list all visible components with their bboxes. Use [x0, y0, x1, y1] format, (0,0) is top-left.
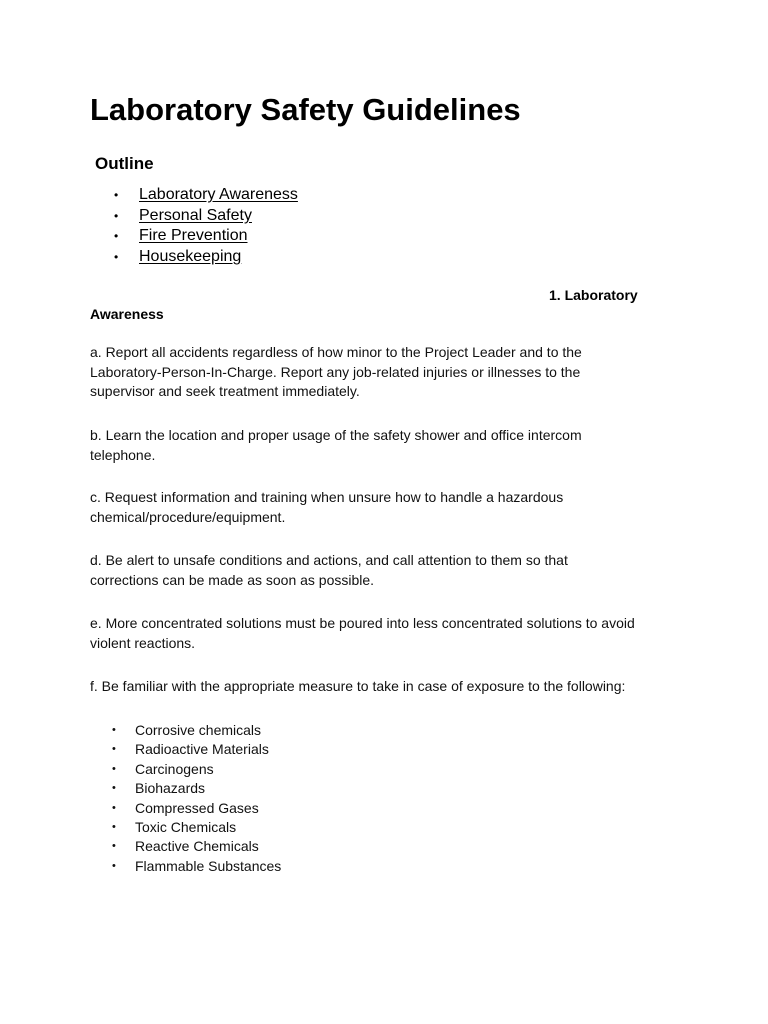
paragraph-line: violent reactions.: [90, 634, 196, 651]
paragraph-line: corrections can be made as soon as possible.: [90, 571, 375, 588]
list-item-label: Radioactive Materials: [135, 741, 269, 758]
bullet-icon: •: [112, 743, 116, 756]
section-heading-number: 1. Laboratory: [549, 287, 638, 303]
paragraph-line: b. Learn the location and proper usage of the safety shower and office intercom: [90, 427, 582, 443]
list-item: [90, 837, 281, 856]
list-item-label: Reactive Chemicals: [135, 838, 259, 855]
bullet-icon: •: [114, 229, 119, 244]
bullet-icon: •: [112, 782, 116, 795]
bullet-icon: •: [112, 801, 116, 814]
list-item: [90, 721, 281, 740]
paragraph-line: e. More concentrated solutions must be poured into less concentrated solutions to avoid: [90, 615, 635, 631]
outline-link-laboratory-awareness[interactable]: Laboratory Awareness: [139, 186, 298, 203]
paragraph-d: [90, 551, 690, 590]
bullet-icon: •: [112, 820, 116, 833]
bullet-icon: •: [112, 762, 116, 775]
paragraph-line: chemical/procedure/equipment.: [90, 508, 286, 525]
paragraph-f: [90, 677, 690, 697]
list-item-label: Flammable Substances: [135, 857, 282, 874]
exposure-list: [90, 721, 281, 876]
outline-item: [90, 206, 298, 227]
bullet-icon: •: [112, 724, 116, 736]
list-item: [90, 818, 281, 837]
paragraph-line: c. Request information and training when unsure how to handle a hazardous: [90, 489, 564, 505]
paragraph-line: a. Report all accidents regardless of how minor to the Project Leader and to the: [90, 344, 582, 360]
outline-item: [90, 226, 298, 247]
paragraph-c: [90, 488, 690, 527]
bullet-icon: •: [114, 250, 119, 265]
page-title: Laboratory Safety Guidelines: [90, 92, 521, 127]
list-item: [90, 740, 281, 759]
bullet-icon: •: [114, 188, 119, 202]
paragraph-line: f. Be familiar with the appropriate measure to take in case of exposure to the following:: [90, 678, 626, 694]
paragraph-line: telephone.: [90, 446, 156, 463]
outline-heading: Outline: [95, 154, 154, 173]
bullet-icon: •: [112, 859, 116, 872]
outline-list: [90, 185, 298, 268]
list-item-label: Carcinogens: [135, 760, 214, 777]
list-item: [90, 779, 281, 798]
outline-item: [90, 247, 298, 268]
section-heading-title: Awareness: [90, 306, 164, 322]
paragraph-line: Laboratory-Person-In-Charge. Report any job-related injuries or illnesses to the: [90, 363, 581, 380]
paragraph-line: supervisor and seek treatment immediately.: [90, 383, 360, 400]
list-item-label: Corrosive chemicals: [135, 722, 262, 738]
list-item-label: Toxic Chemicals: [135, 818, 237, 835]
paragraph-b: [90, 426, 690, 465]
list-item: [90, 799, 281, 818]
list-item-label: Compressed Gases: [135, 799, 259, 816]
list-item: [90, 760, 281, 779]
outline-item: [90, 185, 298, 206]
outline-link-personal-safety[interactable]: Personal Safety: [139, 206, 252, 224]
bullet-icon: •: [114, 208, 119, 223]
list-item-label: Biohazards: [135, 780, 206, 797]
outline-link-housekeeping[interactable]: Housekeeping: [139, 248, 242, 266]
paragraph-line: d. Be alert to unsafe conditions and actions, and call attention to them so that: [90, 552, 568, 568]
bullet-icon: •: [112, 840, 116, 853]
list-item: [90, 857, 281, 876]
paragraph-a: [90, 343, 690, 402]
paragraph-e: [90, 614, 690, 653]
outline-link-fire-prevention[interactable]: Fire Prevention: [139, 227, 248, 245]
